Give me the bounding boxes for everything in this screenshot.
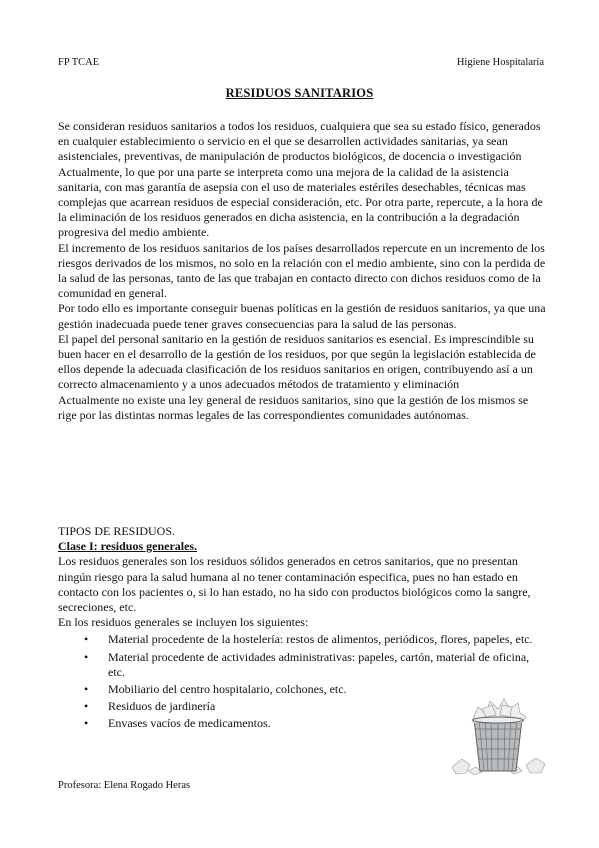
list-item: • Residuos de jardinería: [108, 699, 548, 714]
footer-author: Profesora: Elena Rogado Heras: [58, 780, 191, 791]
paragraph: El incremento de los residuos sanitarios de los países desarrollados repercute en un incremento de los riesgos derivados de los mismos, no solo en la relación con el medio ambiente, sino con la perdida de la salud de las personas, tanto de las que trabajan en contacto directo con dichos residuos como de la comunidad en general.: [58, 240, 546, 301]
paragraph: Se consideran residuos sanitarios a todos los residuos, cualquiera que sea su estado físico, generados en cualquier establecimiento o servicio en el que se desarrollen actividades sanitarias, ya sean asistenciales, preventivas, de manipulación de productos biológicos, de docencia o investigación: [58, 119, 541, 164]
list-item: • Mobiliario del centro hospitalario, colchones, etc.: [108, 682, 548, 697]
wastebasket-icon: [448, 695, 548, 775]
list-item: • Envases vacíos de medicamentos.: [108, 716, 548, 731]
section-heading: TIPOS DE RESIDUOS.: [58, 524, 176, 538]
header-course: FP TCAE: [58, 57, 100, 68]
list-item: • Material procedente de actividades administrativas: papeles, cartón, material de oficina, etc.: [108, 650, 548, 680]
class-description: Los residuos generales son los residuos sólidos generados en cetros sanitarios, que no presentan ningún riesgo para la salud humana al no tener contaminación especifica, pues no han estado en contacto con los pacientes o, si lo han estado, no ha sido con productos biológicos como la sangre, secreciones, etc.: [58, 554, 531, 615]
list-intro: En los residuos generales se incluyen los siguientes:: [58, 615, 309, 630]
class-heading: Clase I: residuos generales.: [58, 539, 198, 554]
header-subject: Higiene Hospitalaria: [456, 57, 544, 68]
intro-section: [58, 119, 548, 423]
paragraph: El papel del personal sanitario en la gestión de residuos sanitarios es esencial. Es imprescindible su buen hacer en el desarrollo de la gestión de los residuos, por que según la legislación establecida de ellos depende la adecuada clasificación de los residuos sanitarios en origen, contribuyendo así a un correcto almacenamiento y a unos adecuados métodos de tratamiento y eliminación: [58, 331, 536, 392]
document-title: RESIDUOS SANITARIOS: [225, 86, 374, 100]
paragraph: Actualmente no existe una ley general de residuos sanitarios, sino que la gestión de los mismos se rige por las distintas normas legales de las correspondientes comunidades autónomas.: [58, 392, 529, 422]
paragraph: Por todo ello es importante conseguir buenas políticas en la gestión de residuos sanitarios, ya que una gestión inadecuada puede tener graves consecuencias para la salud de las personas.: [58, 301, 546, 331]
list-item: • Material procedente de la hostelería: restos de alimentos, periódicos, flores, papeles, etc.: [108, 632, 548, 647]
paragraph: Actualmente, lo que por una parte se interpreta como una mejora de la calidad de la asistencia sanitaria, con mas garantía de asepsia con el uso de materiales estériles desechables, técnicas mas complejas que acarrean residuos de especial consideración, etc. Por otra parte, repercute, a la hora de la eliminación de los residuos generados en dicha asistencia, en la contribución a la degradación progresiva del medio ambiente.: [58, 164, 543, 240]
